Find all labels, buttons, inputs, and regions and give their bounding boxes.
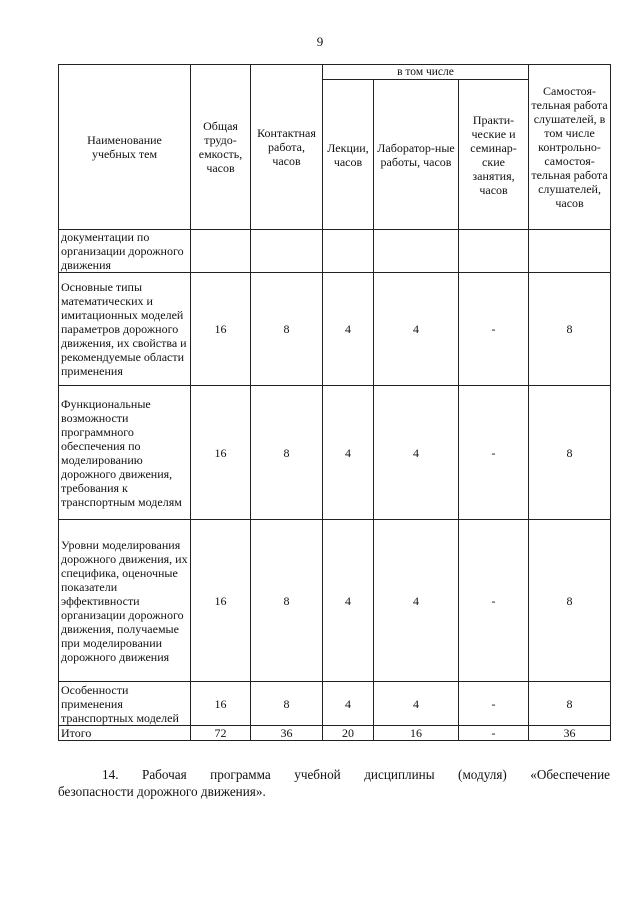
total-hours-cell: 16: [191, 682, 251, 726]
header-independent-hours: Самостоя-тельная работа слушателей, в том числе контрольно-самостоя-тельная работа слушателей, часов: [529, 65, 611, 230]
header-including: в том числе: [323, 65, 529, 80]
independent-hours-cell: 36: [529, 726, 611, 741]
table-row: [59, 273, 611, 386]
total-row: [59, 726, 611, 741]
topic-cell: документации по организации дорожного движения: [59, 230, 191, 273]
table-row: [59, 386, 611, 520]
lectures-cell: 4: [323, 273, 374, 386]
section-paragraph: [58, 766, 610, 800]
labs-cell: 16: [374, 726, 459, 741]
paragraph-line-1: 14. Рабочая программа учебной дисциплины (модуля) «Обеспечение: [102, 767, 610, 782]
lectures-cell: 4: [323, 682, 374, 726]
header-lectures: Лекции, часов: [323, 80, 374, 230]
practical-cell: -: [459, 682, 529, 726]
total-hours-cell: 72: [191, 726, 251, 741]
header-topic: Наименование учебных тем: [59, 65, 191, 230]
labs-cell: 4: [374, 386, 459, 520]
labs-cell: 4: [374, 682, 459, 726]
total-label: Итого: [59, 726, 191, 741]
table-row: [59, 230, 611, 273]
independent-hours-cell: 8: [529, 520, 611, 682]
practical-cell: -: [459, 520, 529, 682]
topic-cell: Особенности применения транспортных моделей: [59, 682, 191, 726]
independent-hours-cell: 8: [529, 273, 611, 386]
table-row: [59, 682, 611, 726]
contact-hours-cell: 8: [251, 273, 323, 386]
lectures-cell: 4: [323, 520, 374, 682]
labs-cell: 4: [374, 520, 459, 682]
lectures-cell: 4: [323, 386, 374, 520]
independent-hours-cell: 8: [529, 682, 611, 726]
topic-cell: Основные типы математических и имитационных моделей параметров дорожного движения, их свойства и рекомендуемые области применения: [59, 273, 191, 386]
contact-hours-cell: 8: [251, 520, 323, 682]
table-row: [59, 520, 611, 682]
contact-hours-cell: 8: [251, 682, 323, 726]
header-practical: Практи-ческие и семинар-ские занятия, часов: [459, 80, 529, 230]
page-number: 9: [316, 34, 324, 49]
practical-cell: -: [459, 386, 529, 520]
topic-cell: Функциональные возможности программного обеспечения по моделированию дорожного движения, требования к транспортным моделям: [59, 386, 191, 520]
header-total-hours: Общая трудо-емкость, часов: [191, 65, 251, 230]
curriculum-table: [58, 64, 611, 741]
practical-cell: -: [459, 273, 529, 386]
total-hours-cell: 16: [191, 386, 251, 520]
practical-cell: -: [459, 726, 529, 741]
paragraph-line-2: безопасности дорожного движения».: [58, 784, 266, 799]
contact-hours-cell: 36: [251, 726, 323, 741]
contact-hours-cell: 8: [251, 386, 323, 520]
header-contact-hours: Контактная работа, часов: [251, 65, 323, 230]
independent-hours-cell: 8: [529, 386, 611, 520]
topic-cell: Уровни моделирования дорожного движения, их специфика, оценочные показатели эффективности организации дорожного движения, получаемые при моделировании дорожного движения: [59, 520, 191, 682]
labs-cell: 4: [374, 273, 459, 386]
total-hours-cell: 16: [191, 273, 251, 386]
lectures-cell: 20: [323, 726, 374, 741]
total-hours-cell: 16: [191, 520, 251, 682]
header-labs: Лаборатор-ные работы, часов: [374, 80, 459, 230]
